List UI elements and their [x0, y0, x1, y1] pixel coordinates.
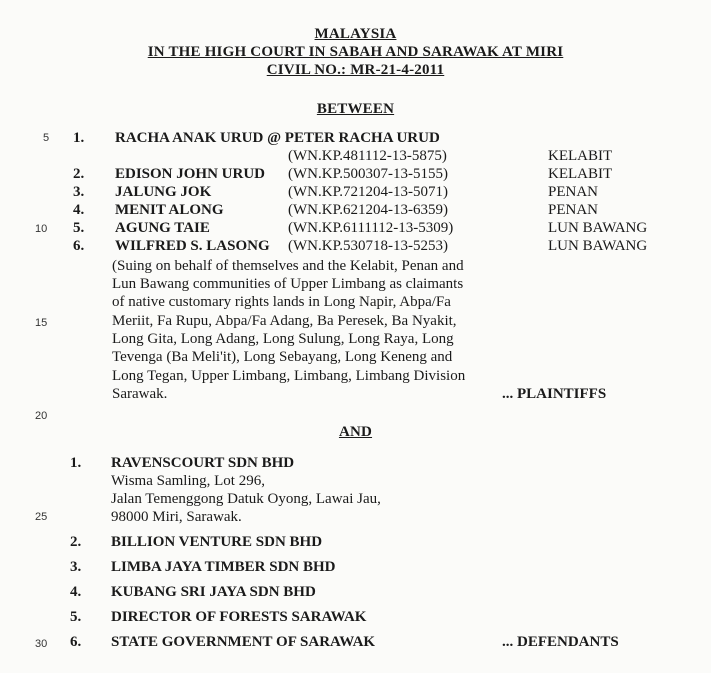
line-number: 10 [35, 223, 48, 235]
plaintiff-community: KELABIT [548, 148, 613, 164]
line-number: 25 [35, 511, 48, 523]
document-court: IN THE HIGH COURT IN SABAH AND SARAWAK AT MIRI [147, 44, 564, 60]
plaintiff-community: PENAN [548, 184, 599, 200]
plaintiff-ic-number: (WN.KP.621204-13-6359) [288, 202, 448, 218]
plaintiff-community: KELABIT [548, 166, 613, 182]
defendant-address-line: Wisma Samling, Lot 296, [111, 473, 265, 489]
paragraph-line: Tevenga (Ba Meli'it), Long Sebayang, Long Keneng and [112, 349, 453, 365]
paragraph-line: Meriit, Fa Rupu, Abpa/Fa Adang, Ba Peresek, Ba Nyakit, [112, 313, 457, 329]
plaintiff-community: PENAN [548, 202, 599, 218]
plaintiff-name: AGUNG TAIE [115, 220, 210, 236]
defendant-name: STATE GOVERNMENT OF SARAWAK [111, 634, 376, 650]
paragraph-line: of native customary rights lands in Long Napir, Abpa/Fa [112, 294, 451, 310]
defendant-address-line: 98000 Miri, Sarawak. [111, 509, 242, 525]
and-heading: AND [338, 424, 373, 440]
plaintiff-ic-number: (WN.KP.500307-13-5155) [288, 166, 448, 182]
plaintiff-ic-number: (WN.KP.721204-13-5071) [288, 184, 448, 200]
plaintiff-number: 3. [73, 184, 85, 200]
plaintiff-name: MENIT ALONG [115, 202, 224, 218]
plaintiff-name: WILFRED S. LASONG [115, 238, 270, 254]
plaintiff-ic-number: (WN.KP.6111112-13-5309) [288, 220, 454, 236]
plaintiff-number: 2. [73, 166, 85, 182]
plaintiff-name: JALUNG JOK [115, 184, 212, 200]
plaintiff-number: 5. [73, 220, 85, 236]
plaintiff-ic-number: (WN.KP.530718-13-5253) [288, 238, 448, 254]
plaintiff-number: 6. [73, 238, 85, 254]
line-number: 20 [35, 410, 48, 422]
defendant-name: KUBANG SRI JAYA SDN BHD [111, 584, 316, 600]
paragraph-line: Sarawak. [112, 386, 168, 402]
defendant-number: 1. [70, 455, 82, 471]
document-country: MALAYSIA [314, 26, 397, 42]
document-case-number: CIVIL NO.: MR-21-4-2011 [266, 62, 445, 78]
defendant-name: BILLION VENTURE SDN BHD [111, 534, 323, 550]
defendant-number: 3. [70, 559, 82, 575]
defendant-name: RAVENSCOURT SDN BHD [111, 455, 295, 471]
defendant-address-line: Jalan Temenggong Datuk Oyong, Lawai Jau, [111, 491, 381, 507]
plaintiff-ic-number: (WN.KP.481112-13-5875) [288, 148, 447, 164]
defendant-number: 5. [70, 609, 82, 625]
plaintiff-number: 4. [73, 202, 85, 218]
defendant-number: 6. [70, 634, 82, 650]
defendant-name: DIRECTOR OF FORESTS SARAWAK [111, 609, 367, 625]
paragraph-line: Lun Bawang communities of Upper Limbang as claimants [112, 276, 464, 292]
plaintiff-name: EDISON JOHN URUD [115, 166, 266, 182]
defendant-number: 4. [70, 584, 82, 600]
plaintiff-community: LUN BAWANG [548, 238, 648, 254]
defendant-name: LIMBA JAYA TIMBER SDN BHD [111, 559, 336, 575]
line-number: 15 [35, 317, 48, 329]
plaintiffs-label: ... PLAINTIFFS [502, 386, 607, 402]
plaintiff-number: 1. [73, 130, 85, 146]
between-heading: BETWEEN [316, 101, 395, 117]
line-number: 30 [35, 638, 48, 650]
line-number: 5 [43, 132, 50, 144]
paragraph-line: (Suing on behalf of themselves and the Kelabit, Penan and [112, 258, 464, 274]
defendant-number: 2. [70, 534, 82, 550]
paragraph-line: Long Gita, Long Adang, Long Sulung, Long Raya, Long [112, 331, 454, 347]
plaintiff-name: RACHA ANAK URUD @ PETER RACHA URUD [115, 130, 440, 146]
paragraph-line: Long Tegan, Upper Limbang, Limbang, Limbang Division [112, 368, 466, 384]
plaintiff-community: LUN BAWANG [548, 220, 648, 236]
defendants-label: ... DEFENDANTS [502, 634, 619, 650]
